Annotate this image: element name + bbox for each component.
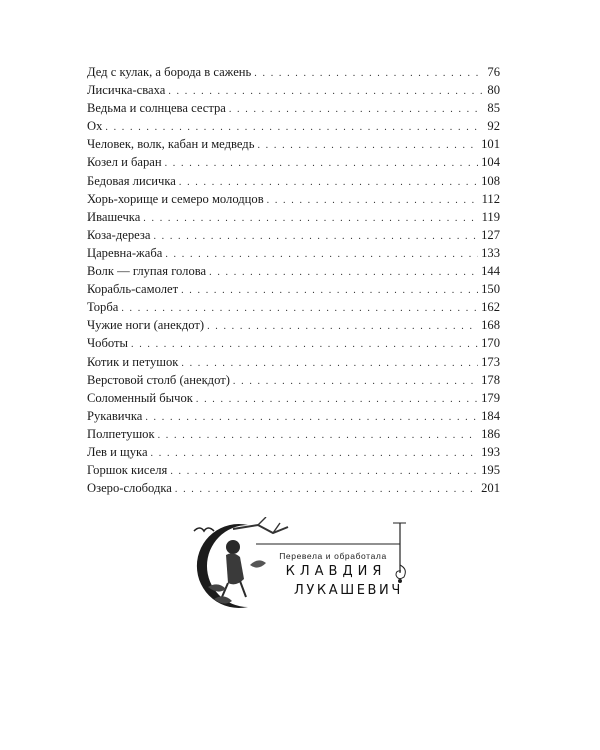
toc-entry bbox=[87, 371, 500, 389]
toc-entry-page: 85 bbox=[487, 101, 500, 116]
toc-leader-dots bbox=[175, 481, 478, 499]
toc-leader-dots bbox=[196, 391, 478, 409]
toc-entry-title: Верстовой столб (анекдот) bbox=[87, 372, 230, 387]
toc-leader-dots bbox=[209, 264, 478, 282]
toc-entry-page: 127 bbox=[481, 227, 500, 242]
toc-entry bbox=[87, 425, 500, 443]
toc-leader-dots bbox=[254, 65, 483, 83]
toc-entry-title: Торба bbox=[87, 300, 119, 315]
toc-entry bbox=[87, 208, 500, 226]
toc-entry-title: Полпетушок bbox=[87, 426, 155, 441]
toc-entry-page: 186 bbox=[481, 426, 500, 441]
toc-entry-title: Козел и баран bbox=[87, 155, 162, 170]
toc-leader-dots bbox=[229, 101, 483, 119]
toc-entry-title: Котик и петушок bbox=[87, 354, 179, 369]
toc-entry-page: 170 bbox=[481, 336, 500, 351]
toc-entry-page: 179 bbox=[481, 390, 500, 405]
toc-entry-title: Ох bbox=[87, 119, 103, 134]
toc-entry-page: 108 bbox=[481, 173, 500, 188]
toc-entry-page: 101 bbox=[481, 137, 500, 152]
toc-entry-title: Коза-дереза bbox=[87, 227, 151, 242]
toc-leader-dots bbox=[143, 210, 478, 228]
toc-leader-dots bbox=[181, 282, 478, 300]
toc-entry-page: 76 bbox=[487, 65, 500, 79]
toc-entry-title: Лисичка-сваха bbox=[87, 83, 166, 98]
toc-leader-dots bbox=[267, 192, 479, 210]
toc-entry-title: Соломенный бычок bbox=[87, 390, 193, 405]
toc-entry bbox=[87, 479, 500, 497]
toc-entry-title: Ведьма и солнцева сестра bbox=[87, 101, 226, 116]
toc-leader-dots bbox=[257, 137, 478, 155]
toc-leader-dots bbox=[170, 463, 478, 481]
toc-entry bbox=[87, 353, 500, 371]
toc-entry-page: 195 bbox=[481, 463, 500, 478]
toc-entry-page: 162 bbox=[481, 300, 500, 315]
toc-entry bbox=[87, 443, 500, 461]
toc-entry bbox=[87, 135, 500, 153]
toc-entry-page: 178 bbox=[481, 372, 500, 387]
toc-entry bbox=[87, 389, 500, 407]
toc-entry-page: 92 bbox=[487, 119, 500, 134]
toc-leader-dots bbox=[165, 246, 478, 264]
author-first-name: КЛАВДИЯ bbox=[285, 564, 387, 579]
toc-entry-page: 184 bbox=[481, 408, 500, 423]
toc-entry-title: Горшок киселя bbox=[87, 463, 168, 478]
toc-entry-page: 119 bbox=[481, 209, 500, 224]
toc-entry-title: Бедовая лисичка bbox=[87, 173, 176, 188]
table-of-contents bbox=[87, 63, 500, 497]
toc-entry bbox=[87, 153, 500, 171]
toc-entry-title: Ивашечка bbox=[87, 209, 141, 224]
toc-entry-title: Лев и щука bbox=[87, 444, 148, 459]
toc-entry-page: 150 bbox=[481, 282, 500, 297]
toc-leader-dots bbox=[131, 336, 478, 354]
toc-entry bbox=[87, 244, 500, 262]
toc-entry bbox=[87, 190, 500, 208]
toc-entry-page: 168 bbox=[481, 318, 500, 333]
translator-credit: Перевела и обработала bbox=[279, 551, 387, 561]
toc-entry bbox=[87, 298, 500, 316]
toc-entry bbox=[87, 334, 500, 352]
author-last-name: ЛУКАШЕВИЧ bbox=[294, 583, 403, 598]
toc-leader-dots bbox=[207, 318, 478, 336]
toc-entry-title: Хорь-хорище и семеро молодцов bbox=[87, 191, 264, 206]
toc-leader-dots bbox=[145, 409, 478, 427]
toc-entry bbox=[87, 262, 500, 280]
toc-entry-title: Корабль-самолет bbox=[87, 282, 179, 297]
toc-entry bbox=[87, 99, 500, 117]
toc-leader-dots bbox=[153, 228, 478, 246]
toc-entry bbox=[87, 172, 500, 190]
toc-leader-dots bbox=[165, 155, 479, 173]
toc-entry-title: Чоботы bbox=[87, 336, 128, 351]
toc-entry bbox=[87, 316, 500, 334]
toc-entry bbox=[87, 226, 500, 244]
toc-leader-dots bbox=[158, 427, 479, 445]
toc-entry-title: Человек, волк, кабан и медведь bbox=[87, 137, 255, 152]
toc-entry-page: 193 bbox=[481, 444, 500, 459]
toc-entry-title: Царевна-жаба bbox=[87, 245, 163, 260]
toc-entry-title: Озеро-слободка bbox=[87, 481, 172, 496]
toc-entry-page: 144 bbox=[481, 264, 500, 279]
toc-entry-title: Дед с кулак, а борода в сажень bbox=[87, 65, 252, 79]
toc-entry-title: Чужие ноги (анекдот) bbox=[87, 318, 205, 333]
toc-entry bbox=[87, 63, 500, 81]
toc-entry-page: 80 bbox=[487, 83, 500, 98]
toc-entry-page: 133 bbox=[481, 245, 500, 260]
toc-entry bbox=[87, 407, 500, 425]
toc-entry-title: Волк — глупая голова bbox=[87, 264, 207, 279]
toc-entry bbox=[87, 280, 500, 298]
toc-entry-page: 173 bbox=[481, 354, 500, 369]
toc-entry-page: 104 bbox=[481, 155, 500, 170]
toc-entry-title: Рукавичка bbox=[87, 408, 143, 423]
toc-entry bbox=[87, 81, 500, 99]
toc-leader-dots bbox=[151, 445, 479, 463]
toc-entry-page: 112 bbox=[481, 191, 500, 206]
toc-entry bbox=[87, 461, 500, 479]
toc-entry bbox=[87, 117, 500, 135]
toc-leader-dots bbox=[233, 373, 478, 391]
toc-entry-page: 201 bbox=[481, 481, 500, 496]
author-vignette bbox=[188, 517, 413, 612]
